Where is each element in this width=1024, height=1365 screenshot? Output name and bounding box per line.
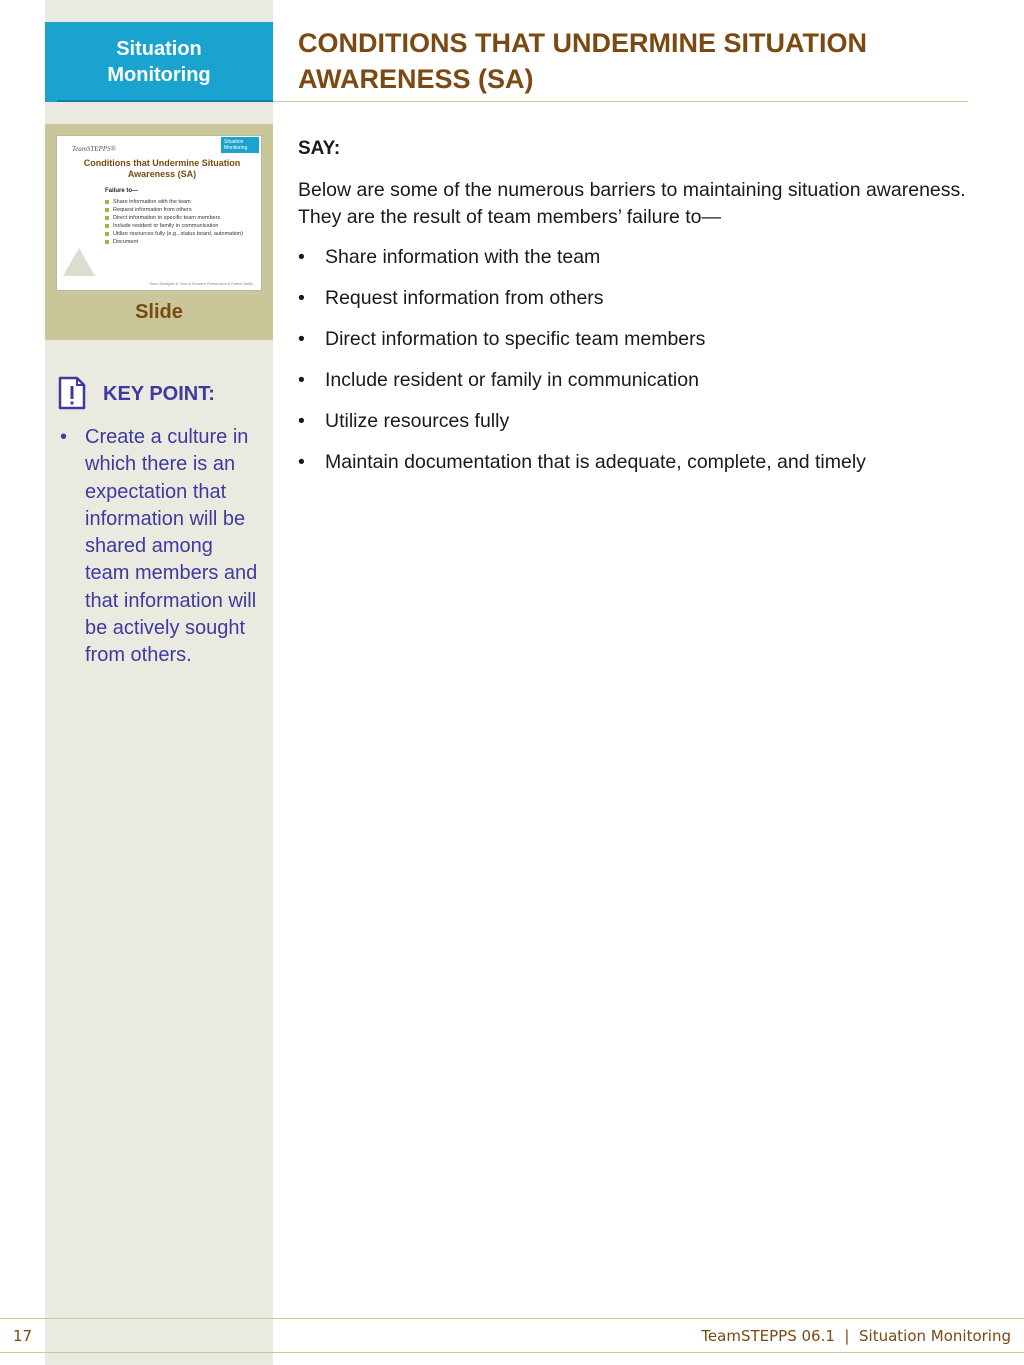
page-title: CONDITIONS THAT UNDERMINE SITUATION AWARENESS (SA) bbox=[298, 28, 867, 94]
thumbnail-section-tab: Situation Monitoring bbox=[221, 137, 259, 153]
barrier-list-item: • Direct information to specific team members bbox=[298, 326, 978, 353]
intro-paragraph: Below are some of the numerous barriers to maintaining situation awareness. They are the result of team members’ failure to— bbox=[298, 179, 966, 228]
barrier-list-item: • Maintain documentation that is adequate, complete, and timely bbox=[298, 449, 978, 476]
exclamation-icon bbox=[58, 376, 86, 410]
thumbnail-list-item: Request information from others bbox=[105, 206, 255, 214]
thumbnail-list-item: Document bbox=[105, 238, 255, 246]
say-heading: SAY: bbox=[298, 138, 341, 159]
thumbnail-list bbox=[105, 198, 255, 246]
thumbnail-logo-icon bbox=[63, 248, 95, 276]
thumbnail-title: Conditions that Undermine Situation Awareness (SA) bbox=[83, 158, 241, 179]
barrier-list-item: • Request information from others bbox=[298, 285, 978, 312]
section-tab-underline bbox=[57, 100, 273, 102]
barrier-list bbox=[298, 244, 978, 490]
title-divider bbox=[273, 101, 968, 102]
key-point-item: • Create a culture in which there is an expectation that information will be shared among team members and that information will be actively sought from others. bbox=[58, 424, 258, 670]
section-tab bbox=[45, 22, 273, 102]
footer-divider-bottom bbox=[0, 1352, 1024, 1353]
barrier-list-item: • Share information with the team bbox=[298, 244, 978, 271]
footer-text: TeamSTEPPS 06.1 | Situation Monitoring bbox=[701, 1327, 1011, 1345]
thumbnail-brand: TeamSTEPPS® bbox=[72, 145, 116, 153]
thumbnail-list-item: Share information with the team bbox=[105, 198, 255, 206]
barrier-list-item: • Utilize resources fully bbox=[298, 408, 978, 435]
slide-thumbnail bbox=[56, 135, 262, 291]
slide-caption: Slide bbox=[135, 301, 183, 323]
thumbnail-lead: Failure to— bbox=[105, 188, 139, 194]
barrier-list-item: • Include resident or family in communication bbox=[298, 367, 978, 394]
thumbnail-footer: Team Strategies & Tools to Enhance Performance & Patient Safety bbox=[149, 282, 253, 286]
thumbnail-list-item: Direct information to specific team members bbox=[105, 214, 255, 222]
key-point-label: KEY POINT: bbox=[103, 383, 215, 405]
thumbnail-list-item: Utilize resources fully (e.g., status board, automation) bbox=[105, 230, 255, 238]
key-point-list bbox=[58, 424, 258, 670]
footer-divider-top bbox=[0, 1318, 1024, 1319]
thumbnail-list-item: Include resident or family in communication bbox=[105, 222, 255, 230]
section-tab-label: Situation Monitoring bbox=[107, 38, 211, 86]
page-number: 17 bbox=[13, 1327, 33, 1345]
